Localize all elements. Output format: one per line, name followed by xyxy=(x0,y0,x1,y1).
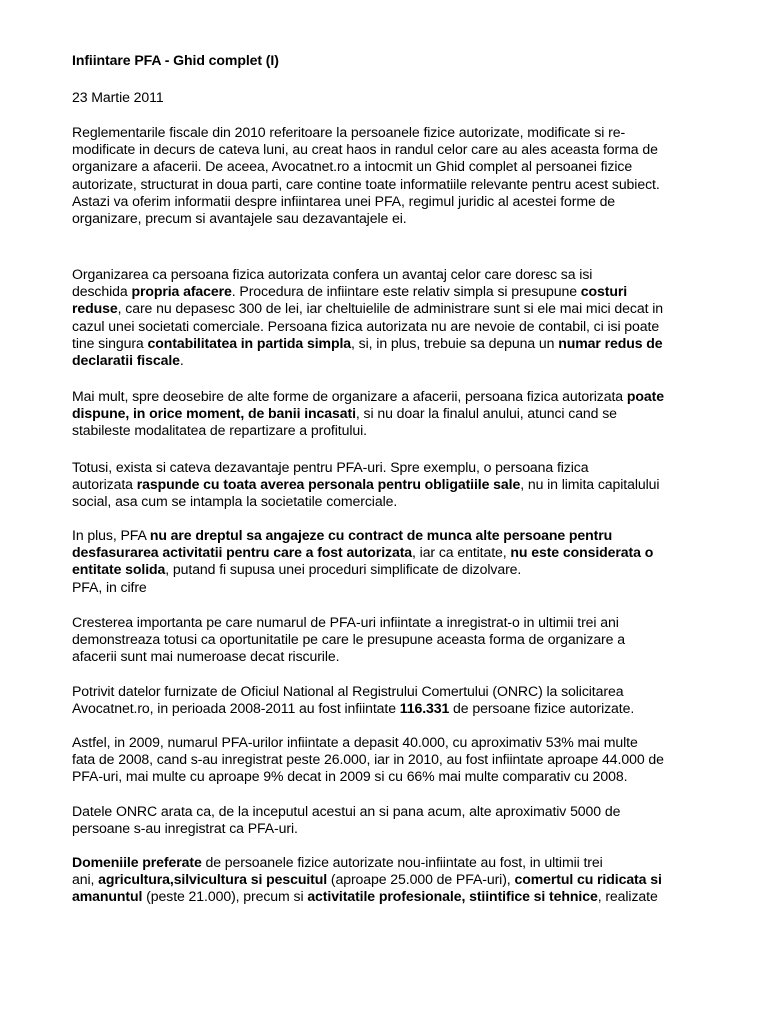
text-run: In plus, PFA xyxy=(72,527,150,543)
text-line: social, asa cum se intampla la societatile comerciale. xyxy=(72,493,398,510)
bold-text: nu are dreptul sa angajeze cu contract de munca alte persoane pentru xyxy=(149,527,613,543)
text-run: , nu in limita capitalului xyxy=(520,476,660,493)
bold-text: contabilitatea in partida simpla xyxy=(147,334,352,351)
text-line: PFA-uri, mai multe cu aproape 9% decat in 2009 si cu 66% mai multe comparativ cu 2008. xyxy=(72,768,628,785)
section-subheading: PFA, in cifre xyxy=(72,578,147,595)
bold-text: entitate solida xyxy=(72,561,166,578)
paragraph-restrictions xyxy=(72,527,720,596)
text-line xyxy=(72,854,720,871)
text-run: . xyxy=(179,352,184,369)
text-line: Astfel, in 2009, numarul PFA-urilor infiintate a depasit 40.000, cu aproximativ 53% mai multe xyxy=(72,734,638,750)
document-page xyxy=(72,52,720,905)
text-run: . Procedura de infiintare este relativ simpla si presupune xyxy=(231,283,581,300)
text-run: , si, in plus, trebuie sa depuna un xyxy=(351,334,559,351)
text-line: Cresterea importanta pe care numarul de PFA-uri infiintate a inregistrat-o in ultimii trei ani xyxy=(72,614,619,630)
bold-text: numar redus de xyxy=(558,334,663,351)
text-line: afacerii sunt mai numeroase decat riscurile. xyxy=(72,648,340,665)
text-run: tine singura xyxy=(72,334,148,351)
text-run: deschida xyxy=(72,283,132,300)
bold-text: reduse xyxy=(72,300,118,317)
bold-text: declaratii fiscale xyxy=(72,352,180,369)
text-line: Datele ONRC arata ca, de la inceputul acestui an si pana acum, alte aproximativ 5000 de xyxy=(72,803,621,819)
paragraph-funds xyxy=(72,388,720,440)
bold-text: raspunde cu toata averea personala pentru obligatiile sale xyxy=(136,476,521,493)
text-line xyxy=(72,352,720,369)
text-line: fata de 2008, cand s-au inregistrat peste 26.000, iar in 2010, au fost infiintate aproape 44.000 de xyxy=(72,751,664,768)
text-line xyxy=(72,544,720,561)
text-line xyxy=(72,888,720,905)
paragraph-domains xyxy=(72,854,720,906)
text-line: demonstreaza totusi ca oportunitatile pe care le presupune aceasta forma de organizare a xyxy=(72,631,625,648)
text-line: Astazi va oferim informatii despre infiintarea unei PFA, regimul juridic al acestei forme de xyxy=(72,192,616,209)
text-line: cazul unei societati comerciale. Persoana fizica autorizata nu are nevoie de contabil, ci isi poate xyxy=(72,317,660,334)
text-line xyxy=(72,388,720,405)
text-line xyxy=(72,283,720,300)
text-line xyxy=(72,405,720,422)
text-line xyxy=(72,871,720,888)
text-line: persoane s-au inregistrat ca PFA-uri. xyxy=(72,820,298,837)
bold-text: nu este considerata o xyxy=(510,544,654,561)
document-date: 23 Martie 2011 xyxy=(72,89,164,105)
text-line xyxy=(72,561,720,578)
text-line: organizare a afacerii. De aceea, Avocatnet.ro a intocmit un Ghid complet al persoanei fizice xyxy=(72,158,633,175)
bold-text: poate xyxy=(626,388,664,404)
text-line xyxy=(72,476,720,493)
bold-text: propria afacere xyxy=(131,283,232,300)
text-line: organizare, precum si avantajele sau dezavantajele ei. xyxy=(72,210,407,227)
bold-text: agricultura,silvicultura si pescuitul xyxy=(98,871,328,888)
text-run: , putand fi supusa unei proceduri simplificate de dizolvare. xyxy=(165,561,522,578)
paragraph-current-year xyxy=(72,803,720,837)
document-title: Infiintare PFA - Ghid complet (I) xyxy=(72,52,279,68)
text-line xyxy=(72,300,720,317)
text-run: autorizata xyxy=(72,476,137,493)
text-run: Avocatnet.ro, in perioada 2008-2011 au fost infiintate xyxy=(72,700,400,717)
text-run: , care nu depasesc 300 de lei, iar cheltuielile de administrare sunt si ele mai mici decat in xyxy=(117,300,663,317)
text-run: (peste 21.000), precum si xyxy=(142,888,308,905)
text-run: Mai mult, spre deosebire de alte forme de organizare a afacerii, persoana fizica autorizata xyxy=(72,388,627,404)
text-line: Reglementarile fiscale din 2010 referitoare la persoanele fizice autorizate, modificate si re- xyxy=(72,124,626,140)
text-run: (aproape 25.000 de PFA-uri), xyxy=(327,871,515,888)
paragraph-growth xyxy=(72,614,720,666)
text-run: de persoane fizice autorizate. xyxy=(449,700,635,717)
bold-text: dispune, in orice moment, de banii incasati xyxy=(72,405,356,422)
text-line: stabileste modalitatea de repartizare a profitului. xyxy=(72,422,367,439)
bold-text: amanuntul xyxy=(72,888,143,905)
text-line: Organizarea ca persoana fizica autorizata confera un avantaj celor care doresc sa isi xyxy=(72,266,593,282)
text-line xyxy=(72,700,720,717)
text-line: modificate in decurs de cateva luni, au creat haos in randul celor care au ales aceasta forma de xyxy=(72,141,658,158)
text-line: Totusi, exista si cateva dezavantaje pentru PFA-uri. Spre exemplu, o persoana fizica xyxy=(72,459,589,475)
paragraph-intro xyxy=(72,124,720,227)
paragraph-advantages xyxy=(72,266,720,369)
bold-text: Domeniile preferate xyxy=(72,854,202,870)
text-line: autorizate, structurat in doua parti, care contine toate informatiile relevante pentru acest subiect. xyxy=(72,175,660,192)
paragraph-onrc-data xyxy=(72,683,720,717)
bold-text: 116.331 xyxy=(399,700,450,717)
text-line: Potrivit datelor furnizate de Oficiul National al Registrului Comertului (ONRC) la solicitarea xyxy=(72,683,624,699)
text-run: ani, xyxy=(72,871,99,888)
text-line xyxy=(72,527,720,544)
text-run: , realizate xyxy=(597,888,658,905)
bold-text: activitatile profesionale, stiintifice si tehnice xyxy=(307,888,598,905)
paragraph-yearly-stats xyxy=(72,734,720,786)
paragraph-disadvantages xyxy=(72,459,720,511)
text-run: de persoanele fizice autorizate nou-infiintate au fost, in ultimii trei xyxy=(201,854,603,870)
text-line xyxy=(72,335,720,352)
bold-text: desfasurarea activitatii pentru care a fost autorizata xyxy=(72,544,413,561)
bold-text: costuri xyxy=(580,283,628,300)
text-run: , iar ca entitate, xyxy=(412,544,511,561)
text-run: , si nu doar la finalul anului, atunci cand se xyxy=(355,405,617,422)
bold-text: comertul cu ridicata si xyxy=(514,871,662,888)
